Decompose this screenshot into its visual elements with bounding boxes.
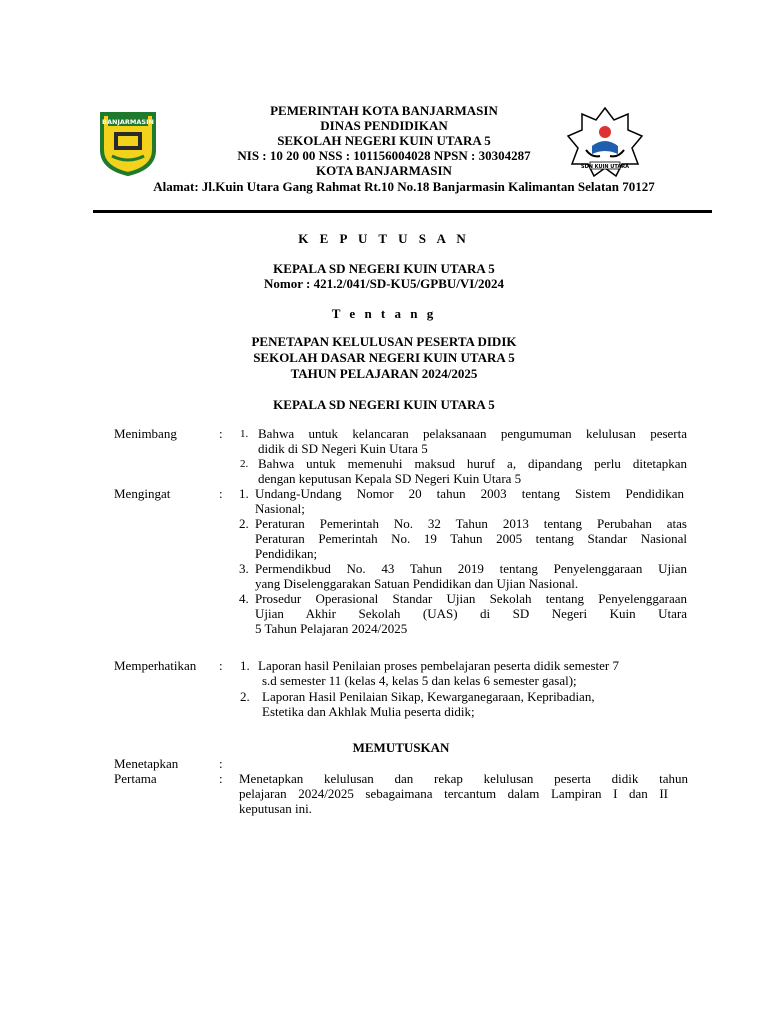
memperhatikan-item-1-line2: s.d semester 11 (kelas 4, kelas 5 dan kelas 6 semester gasal); bbox=[262, 673, 577, 688]
menetapkan-label: Menetapkan bbox=[114, 756, 179, 771]
menimbang-item-1-line2: didik di SD Negeri Kuin Utara 5 bbox=[258, 441, 428, 456]
right-logo-text: SDN KUIN UTARA bbox=[581, 164, 629, 170]
header-school-name: SEKOLAH NEGERI KUIN UTARA 5 bbox=[277, 133, 491, 148]
header-department: DINAS PENDIDIKAN bbox=[320, 118, 448, 133]
mengingat-item-2-line3: Pendidikan; bbox=[255, 546, 318, 561]
mengingat-colon: : bbox=[219, 486, 223, 501]
pertama-label: Pertama bbox=[114, 771, 157, 786]
mengingat-num-1: 1. bbox=[239, 486, 249, 501]
header-government: PEMERINTAH KOTA BANJARMASIN bbox=[270, 103, 498, 118]
menimbang-num-1: 1. bbox=[240, 428, 249, 440]
mengingat-item-1-line2: Nasional; bbox=[255, 501, 305, 516]
menetapkan-colon: : bbox=[219, 756, 223, 771]
mengingat-item-1-line1: Undang-Undang Nomor 20 tahun 2003 tentang Sistem Pendidikan bbox=[255, 486, 684, 501]
doc-title: K E P U T U S A N bbox=[298, 231, 470, 246]
memperhatikan-num-1: 1. bbox=[240, 658, 250, 673]
doc-issuer: KEPALA SD NEGERI KUIN UTARA 5 bbox=[273, 261, 495, 276]
pertama-colon: : bbox=[219, 771, 223, 786]
mengingat-item-4-line3: 5 Tahun Pelajaran 2024/2025 bbox=[255, 621, 408, 636]
memperhatikan-num-2: 2. bbox=[240, 689, 250, 704]
memperhatikan-colon: : bbox=[219, 658, 223, 673]
header-city: KOTA BANJARMASIN bbox=[316, 163, 452, 178]
memperhatikan-item-1-line1: Laporan hasil Penilaian proses pembelajaran peserta didik semester 7 bbox=[258, 658, 619, 673]
menimbang-colon: : bbox=[219, 426, 223, 441]
menimbang-item-2-line1: Bahwa untuk memenuhi maksud huruf a, dipandang perlu ditetapkan bbox=[258, 456, 687, 471]
mengingat-label: Mengingat bbox=[114, 486, 171, 501]
doc-subject-line1: PENETAPAN KELULUSAN PESERTA DIDIK bbox=[251, 334, 517, 349]
mengingat-num-4: 4. bbox=[239, 591, 249, 606]
mengingat-item-4-line2: Ujian Akhir Sekolah (UAS) di SD Negeri Kuin Utara bbox=[255, 606, 687, 621]
menimbang-item-1-line1: Bahwa untuk kelancaran pelaksanaan pengumuman kelulusan peserta bbox=[258, 426, 687, 441]
mengingat-item-3-line1: Permendikbud No. 43 Tahun 2019 tentang Penyelenggaraan Ujian bbox=[255, 561, 687, 576]
mengingat-item-2-line2: Peraturan Pemerintah No. 19 Tahun 2005 tentang Standar Nasional bbox=[255, 531, 687, 546]
mengingat-num-2: 2. bbox=[239, 516, 249, 531]
doc-subject-line2: SEKOLAH DASAR NEGERI KUIN UTARA 5 bbox=[253, 350, 515, 365]
memperhatikan-item-2-line2: Estetika dan Akhlak Mulia peserta didik; bbox=[262, 704, 475, 719]
memperhatikan-item-2-line1: Laporan Hasil Penilaian Sikap, Kewarganegaraan, Kepribadian, bbox=[262, 689, 595, 704]
menimbang-item-2-line2: dengan keputusan Kepala SD Negeri Kuin Utara 5 bbox=[258, 471, 522, 486]
memutuskan-heading: MEMUTUSKAN bbox=[352, 740, 450, 755]
pertama-line2: pelajaran 2024/2025 sebagaimana tercantum dalam Lampiran I dan II bbox=[239, 786, 668, 801]
pertama-line1: Menetapkan kelulusan dan rekap kelulusan peserta didik tahun bbox=[239, 771, 688, 786]
mengingat-num-3: 3. bbox=[239, 561, 249, 576]
menimbang-label: Menimbang bbox=[114, 426, 177, 441]
memperhatikan-label: Memperhatikan bbox=[114, 658, 197, 673]
doc-number: Nomor : 421.2/041/SD-KU5/GPBU/VI/2024 bbox=[264, 276, 504, 291]
mengingat-item-3-line2: yang Diselenggarakan Satuan Pendidikan dan Ujian Nasional. bbox=[255, 576, 579, 591]
pertama-line3: keputusan ini. bbox=[239, 801, 312, 816]
doc-issuer-heading: KEPALA SD NEGERI KUIN UTARA 5 bbox=[273, 397, 495, 412]
header-school-ids: NIS : 10 20 00 NSS : 101156004028 NPSN : 30304287 bbox=[237, 148, 531, 163]
header-address: Alamat: Jl.Kuin Utara Gang Rahmat Rt.10 No.18 Banjarmasin Kalimantan Selatan 70127 bbox=[153, 179, 655, 194]
header-divider bbox=[93, 210, 712, 213]
doc-subject-line3: TAHUN PELAJARAN 2024/2025 bbox=[290, 366, 478, 381]
doc-tentang: T e n t a n g bbox=[331, 306, 437, 321]
mengingat-item-4-line1: Prosedur Operasional Standar Ujian Sekolah tentang Penyelenggaraan bbox=[255, 591, 687, 606]
mengingat-item-2-line1: Peraturan Pemerintah No. 32 Tahun 2013 tentang Perubahan atas bbox=[255, 516, 687, 531]
left-logo-text: BANJARMASIN bbox=[102, 118, 154, 126]
menimbang-num-2: 2. bbox=[240, 458, 249, 470]
